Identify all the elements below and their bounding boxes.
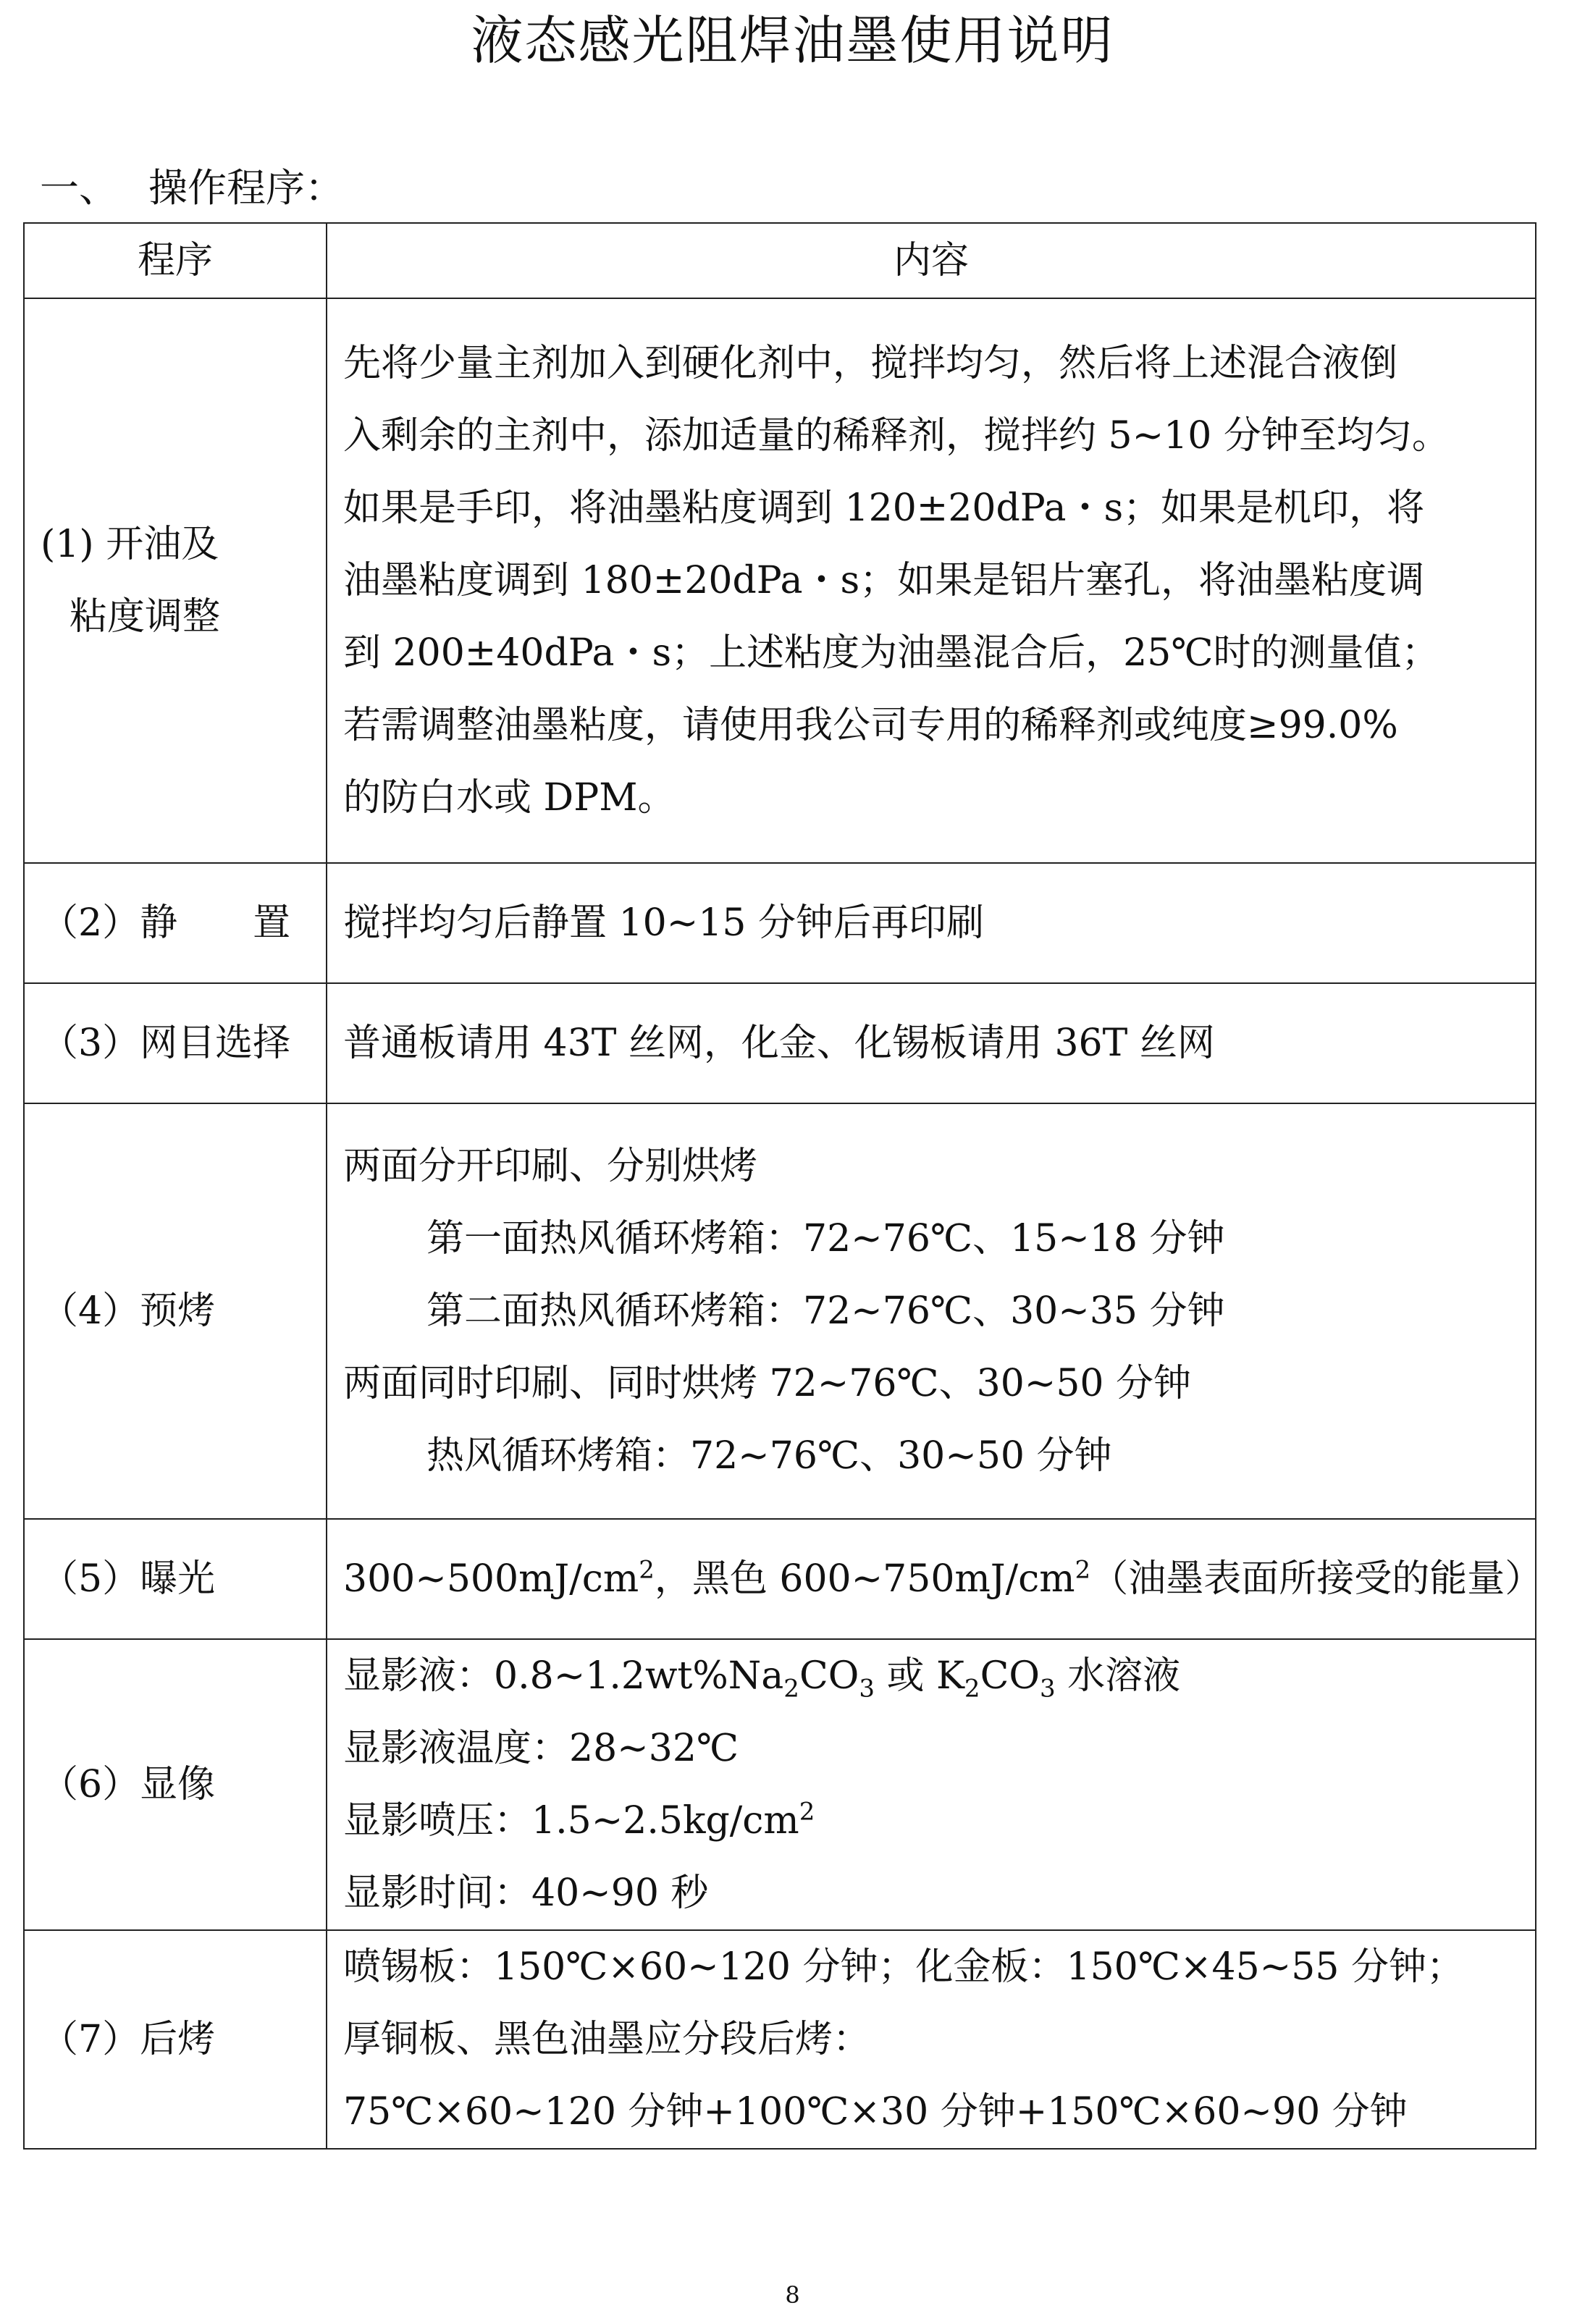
step-cell: （5）曝光	[24, 1519, 327, 1639]
content-line: 第一面热风循环烤箱：72~76℃、15~18 分钟	[426, 1217, 1225, 1260]
step-cell: （4）预烤	[24, 1103, 327, 1519]
content-line: 喷锡板：150℃×60~120 分钟；化金板：150℃×45~55 分钟；	[343, 1945, 1464, 1989]
content-line: 若需调整油墨粘度，请使用我公司专用的稀释剂或纯度≥99.0%	[343, 704, 1398, 747]
content-line: 搅拌均匀后静置 10~15 分钟后再印刷	[343, 901, 984, 945]
content-line: 油墨粘度调到 180±20dPa・s；如果是铝片塞孔，将油墨粘度调	[343, 559, 1425, 602]
content-cell	[327, 298, 1536, 863]
content-line: 入剩余的主剂中，添加适量的稀释剂，搅拌约 5~10 分钟至均匀。	[343, 414, 1450, 458]
content-line: 普通板请用 43T 丝网，化金、化锡板请用 36T 丝网	[343, 1022, 1215, 1065]
develop-line	[343, 1640, 1519, 1712]
subscript: 3	[1039, 1674, 1056, 1704]
header-content: 内容	[327, 223, 1536, 298]
step-label-line1: (1) 开油及	[41, 523, 219, 566]
page-number: 8	[785, 2281, 800, 2309]
content-line: 的防白水或 DPM。	[343, 776, 676, 820]
subscript: 2	[783, 1674, 799, 1704]
header-step: 程序	[24, 223, 327, 298]
exposure-text: （油墨表面所接受的能量）	[1090, 1557, 1543, 1601]
step-cell: （3）网目选择	[24, 983, 327, 1103]
step-cell	[24, 298, 327, 863]
operation-table	[23, 222, 1543, 2150]
exposure-text: ，黑色 600~750mJ/cm	[654, 1557, 1075, 1601]
step-cell: （6）显像	[24, 1639, 327, 1930]
content-line: 如果是手印，将油墨粘度调到 120±20dPa・s；如果是机印，将	[343, 487, 1425, 530]
exposure-line	[343, 1543, 1543, 1615]
content-cell	[327, 1639, 1536, 1930]
content-cell	[327, 1103, 1536, 1519]
section-title: 操作程序：	[148, 165, 344, 211]
table-row	[24, 983, 1536, 1103]
content-line: 75℃×60~120 分钟+100℃×30 分钟+150℃×60~90 分钟	[343, 2090, 1408, 2134]
superscript: 2	[1075, 1555, 1091, 1585]
develop-text: 或 K	[875, 1654, 964, 1698]
content-line: 两面分开印刷、分别烘烤	[343, 1145, 758, 1188]
develop-text: 显影液：0.8~1.2wt%Na	[343, 1654, 784, 1698]
table-row	[24, 1930, 1536, 2149]
develop-line	[343, 1785, 1519, 1857]
content-cell	[327, 983, 1536, 1103]
develop-text: CO	[799, 1654, 859, 1698]
step-cell: （2）静 置	[24, 863, 327, 983]
develop-line: 显影液温度：28~32℃	[343, 1727, 739, 1770]
step-label-line2: 粘度调整	[70, 595, 221, 639]
exposure-text: 300~500mJ/cm	[343, 1557, 639, 1601]
section-heading	[40, 159, 344, 217]
develop-line: 显影时间：40~90 秒	[343, 1872, 709, 1915]
superscript: 2	[639, 1555, 655, 1585]
content-line: 厚铜板、黑色油墨应分段后烤：	[343, 2018, 871, 2061]
content-line: 热风循环烤箱：72~76℃、30~50 分钟	[426, 1434, 1112, 1478]
subscript: 2	[964, 1674, 980, 1704]
develop-text: 水溶液	[1055, 1654, 1181, 1698]
content-line: 第二面热风循环烤箱：72~76℃、30~35 分钟	[426, 1289, 1225, 1333]
develop-text: CO	[980, 1654, 1040, 1698]
content-cell	[327, 1930, 1536, 2149]
content-cell	[327, 863, 1536, 983]
table-row	[24, 863, 1536, 983]
step-cell: （7）后烤	[24, 1930, 327, 2149]
content-line: 先将少量主剂加入到硬化剂中，搅拌均匀，然后将上述混合液倒	[343, 342, 1398, 385]
superscript: 2	[799, 1797, 815, 1827]
content-cell	[327, 1519, 1543, 1639]
table-header-row	[24, 223, 1536, 298]
table-row	[24, 1103, 1536, 1519]
section-number: 一、	[40, 165, 118, 211]
table-row	[24, 1639, 1536, 1930]
content-line: 到 200±40dPa・s；上述粘度为油墨混合后，25℃时的测量值；	[343, 631, 1439, 675]
develop-text: 显影喷压：1.5~2.5kg/cm	[343, 1799, 799, 1843]
page-title: 液态感光阻焊油墨使用说明	[471, 10, 1114, 71]
content-line: 两面同时印刷、同时烘烤 72~76℃、30~50 分钟	[343, 1362, 1192, 1405]
table-row	[24, 298, 1536, 863]
subscript: 3	[859, 1674, 875, 1704]
table-row	[24, 1519, 1536, 1639]
